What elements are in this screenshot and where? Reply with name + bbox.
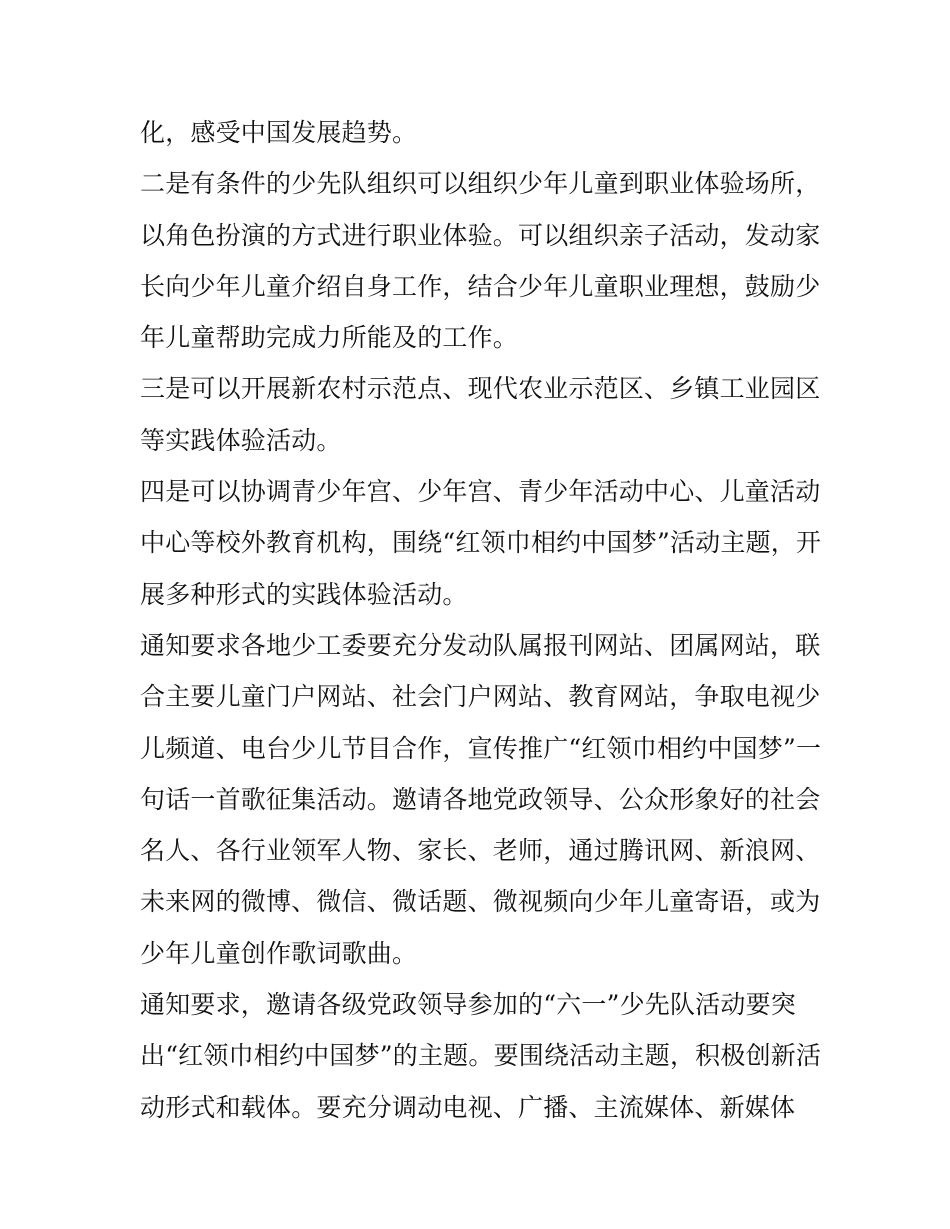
text-line: 中心等校外教育机构，围绕“红领巾相约中国梦”活动主题，开	[140, 528, 822, 558]
text-line: 通知要求各地少工委要充分发动队属报刊网站、团属网站，联	[140, 630, 821, 660]
text-line: 出“红领巾相约中国梦”的主题。要围绕活动主题，积极创新活	[140, 1041, 822, 1071]
text-line: 化，感受中国发展趋势。	[140, 118, 418, 147]
text-line: 名人、各行业领军人物、家长、老师，通过腾讯网、新浪网、	[140, 836, 821, 866]
text-line: 动形式和载体。要充分调动电视、广播、主流媒体、新媒体	[140, 1092, 796, 1122]
text-line: 儿频道、电台少儿节目合作，宣传推广“红领巾相约中国梦”一	[140, 733, 822, 763]
body-text	[140, 107, 830, 1133]
text-line: 少年儿童创作歌词歌曲。	[140, 938, 418, 968]
text-line: 四是可以协调青少年宫、少年宫、青少年活动中心、儿童活动	[140, 477, 821, 507]
text-line: 通知要求，邀请各级党政领导参加的“六一”少先队活动要突	[140, 990, 796, 1020]
text-line: 年儿童帮助完成力所能及的工作。	[140, 323, 519, 353]
text-line: 长向少年儿童介绍自身工作，结合少年儿童职业理想，鼓励少	[140, 271, 821, 301]
text-line: 未来网的微博、微信、微话题、微视频向少年儿童寄语，或为	[140, 887, 821, 917]
text-line: 合主要儿童门户网站、社会门户网站、教育网站，争取电视少	[140, 682, 821, 712]
text-line: 二是有条件的少先队组织可以组织少年儿童到职业体验场所，	[140, 169, 821, 199]
text-line: 等实践体验活动。	[140, 425, 342, 455]
text-line: 以角色扮演的方式进行职业体验。可以组织亲子活动，发动家	[140, 220, 821, 250]
text-line: 展多种形式的实践体验活动。	[140, 579, 468, 609]
text-line: 三是可以开展新农村示范点、现代农业示范区、乡镇工业园区	[140, 374, 821, 404]
text-line: 句话一首歌征集活动。邀请各地党政领导、公众形象好的社会	[140, 784, 821, 814]
